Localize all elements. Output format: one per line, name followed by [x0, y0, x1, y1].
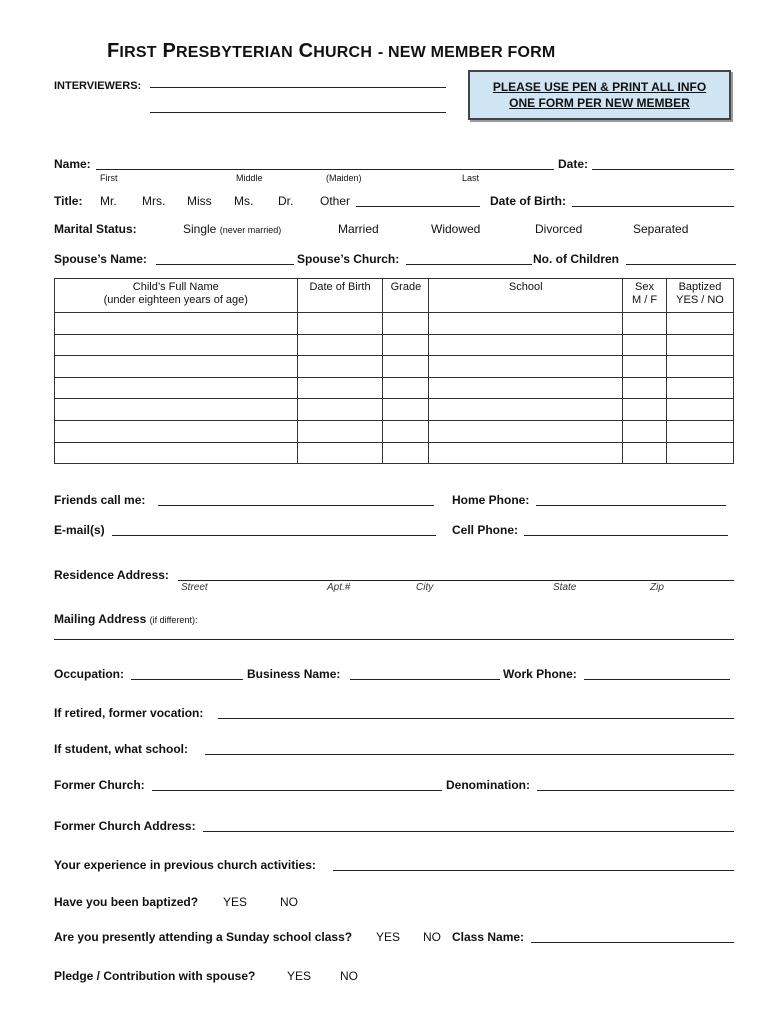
- table-row[interactable]: [55, 334, 734, 356]
- student-school-field[interactable]: [205, 754, 734, 755]
- marital-separated-option[interactable]: Separated: [633, 222, 689, 236]
- maiden-hint: (Maiden): [326, 173, 362, 183]
- table-cell[interactable]: [429, 334, 623, 356]
- apt-hint: Apt.#: [327, 582, 351, 593]
- table-cell[interactable]: [623, 334, 667, 356]
- table-cell[interactable]: [55, 356, 298, 378]
- table-cell[interactable]: [55, 377, 298, 399]
- form-title: FIRST PRESBYTERIAN CHURCH - NEW MEMBER FORM: [107, 40, 556, 62]
- dob-label: Date of Birth:: [490, 194, 566, 208]
- table-cell[interactable]: [383, 313, 429, 335]
- table-cell[interactable]: [297, 377, 383, 399]
- col-baptized-sub: YES / NO: [676, 294, 724, 306]
- children-count-field[interactable]: [626, 264, 736, 265]
- table-cell[interactable]: [667, 334, 734, 356]
- table-row[interactable]: [55, 377, 734, 399]
- student-school-label: If student, what school:: [54, 742, 188, 756]
- spouse-church-field[interactable]: [406, 264, 532, 265]
- work-phone-label: Work Phone:: [503, 667, 577, 681]
- former-church-field[interactable]: [152, 790, 442, 791]
- business-name-label: Business Name:: [247, 667, 341, 681]
- table-cell[interactable]: [667, 377, 734, 399]
- table-cell[interactable]: [297, 399, 383, 421]
- interviewers-field-1[interactable]: [150, 87, 446, 88]
- former-church-label: Former Church:: [54, 778, 145, 792]
- dob-field[interactable]: [572, 206, 734, 207]
- table-cell[interactable]: [55, 399, 298, 421]
- name-field[interactable]: [96, 169, 554, 170]
- interviewers-field-2[interactable]: [150, 112, 446, 113]
- business-name-field[interactable]: [350, 679, 500, 680]
- col-child-name-label: Child’s Full Name: [132, 281, 219, 293]
- sunday-school-yes-option[interactable]: YES: [376, 930, 401, 944]
- residence-address-field[interactable]: [178, 580, 734, 581]
- table-cell[interactable]: [55, 442, 298, 464]
- mailing-address-label-text: Mailing Address: [54, 612, 147, 626]
- col-baptized: [667, 279, 734, 313]
- baptized-yes-option[interactable]: YES: [223, 895, 248, 909]
- table-cell[interactable]: [383, 334, 429, 356]
- table-cell[interactable]: [667, 356, 734, 378]
- church-experience-field[interactable]: [333, 870, 734, 871]
- col-dob: Date of Birth: [297, 279, 383, 313]
- children-table: [54, 278, 734, 464]
- marital-status-label: Marital Status:: [54, 222, 137, 236]
- table-cell[interactable]: [383, 420, 429, 442]
- table-cell[interactable]: [623, 399, 667, 421]
- table-row[interactable]: [55, 399, 734, 421]
- table-row[interactable]: [55, 313, 734, 335]
- table-row[interactable]: [55, 442, 734, 464]
- table-cell[interactable]: [667, 313, 734, 335]
- former-church-address-label: Former Church Address:: [54, 819, 196, 833]
- instruction-notice: PLEASE USE PEN & PRINT ALL INFO ONE FORM PER NEW MEMBER: [468, 70, 731, 120]
- retired-vocation-label: If retired, former vocation:: [54, 706, 204, 720]
- city-hint: City: [416, 582, 434, 593]
- marital-single-label: Single: [183, 222, 217, 236]
- name-label: Name:: [54, 157, 91, 171]
- table-cell[interactable]: [667, 442, 734, 464]
- denomination-field[interactable]: [537, 790, 734, 791]
- marital-single-option[interactable]: [183, 222, 281, 236]
- table-cell[interactable]: [383, 399, 429, 421]
- mailing-address-label: [54, 612, 197, 626]
- home-phone-field[interactable]: [536, 505, 726, 506]
- baptized-no-option[interactable]: NO: [280, 895, 298, 909]
- table-cell[interactable]: [297, 420, 383, 442]
- date-label: Date:: [558, 157, 589, 171]
- table-cell[interactable]: [429, 377, 623, 399]
- residence-address-label: Residence Address:: [54, 568, 169, 582]
- sunday-school-question: Are you presently attending a Sunday school class?: [54, 930, 353, 944]
- children-table-header: [55, 279, 734, 313]
- home-phone-label: Home Phone:: [452, 493, 530, 507]
- table-cell[interactable]: [623, 313, 667, 335]
- street-hint: Street: [181, 582, 208, 593]
- retired-vocation-field[interactable]: [218, 718, 734, 719]
- table-cell[interactable]: [623, 420, 667, 442]
- pledge-yes-option[interactable]: YES: [287, 969, 312, 983]
- friends-call-me-label: Friends call me:: [54, 493, 146, 507]
- zip-hint: Zip: [650, 582, 664, 593]
- denomination-label: Denomination:: [446, 778, 530, 792]
- class-name-label: Class Name:: [452, 930, 525, 944]
- first-hint: First: [100, 173, 118, 183]
- table-cell[interactable]: [383, 377, 429, 399]
- work-phone-field[interactable]: [584, 679, 730, 680]
- middle-hint: Middle: [236, 173, 263, 183]
- state-hint: State: [553, 582, 577, 593]
- table-cell[interactable]: [623, 356, 667, 378]
- table-cell[interactable]: [297, 356, 383, 378]
- interviewers-label: INTERVIEWERS:: [54, 80, 142, 92]
- occupation-field[interactable]: [131, 679, 243, 680]
- title-option-miss[interactable]: Miss: [187, 194, 212, 208]
- title-option-mr[interactable]: Mr.: [100, 194, 117, 208]
- col-baptized-label: Baptized: [678, 281, 722, 293]
- marital-married-option[interactable]: Married: [338, 222, 379, 236]
- pledge-question: Pledge / Contribution with spouse?: [54, 969, 256, 983]
- col-sex-sub: M / F: [632, 294, 658, 306]
- mailing-address-field[interactable]: [54, 639, 734, 640]
- date-field[interactable]: [592, 169, 734, 170]
- occupation-label: Occupation:: [54, 667, 125, 681]
- col-child-name-sub: (under eighteen years of age): [103, 294, 248, 306]
- table-cell[interactable]: [55, 313, 298, 335]
- col-grade: Grade: [383, 279, 429, 313]
- table-cell[interactable]: [383, 442, 429, 464]
- title-option-other[interactable]: Other: [320, 194, 351, 208]
- table-cell[interactable]: [55, 334, 298, 356]
- title-option-ms[interactable]: Ms.: [234, 194, 254, 208]
- title-label: Title:: [54, 194, 83, 208]
- spouse-name-field[interactable]: [156, 264, 294, 265]
- church-experience-label: Your experience in previous church activities:: [54, 858, 316, 872]
- title-other-field[interactable]: [356, 206, 480, 207]
- last-hint: Last: [462, 173, 480, 183]
- table-cell[interactable]: [383, 356, 429, 378]
- table-cell[interactable]: [429, 420, 623, 442]
- sunday-school-no-option[interactable]: NO: [423, 930, 441, 944]
- table-cell[interactable]: [55, 420, 298, 442]
- col-sex: [623, 279, 667, 313]
- table-cell[interactable]: [297, 334, 383, 356]
- table-cell[interactable]: [429, 399, 623, 421]
- table-row[interactable]: [55, 356, 734, 378]
- table-cell[interactable]: [297, 442, 383, 464]
- table-cell[interactable]: [429, 313, 623, 335]
- marital-divorced-option[interactable]: Divorced: [535, 222, 583, 236]
- cell-phone-label: Cell Phone:: [452, 523, 519, 537]
- table-cell[interactable]: [667, 399, 734, 421]
- former-church-address-field[interactable]: [203, 831, 734, 832]
- spouse-church-label: Spouse’s Church:: [297, 252, 400, 266]
- spouse-name-label: Spouse’s Name:: [54, 252, 147, 266]
- table-cell[interactable]: [297, 313, 383, 335]
- email-label: E-mail(s): [54, 523, 105, 537]
- marital-single-note: (never married): [219, 225, 282, 235]
- title-option-dr[interactable]: Dr.: [278, 194, 294, 208]
- cell-phone-field[interactable]: [524, 535, 728, 536]
- pledge-no-option[interactable]: NO: [340, 969, 358, 983]
- table-cell[interactable]: [623, 377, 667, 399]
- children-count-label: No. of Children: [533, 252, 619, 266]
- table-cell[interactable]: [429, 442, 623, 464]
- table-row[interactable]: [55, 420, 734, 442]
- friends-call-me-field[interactable]: [158, 505, 434, 506]
- baptized-question: Have you been baptized?: [54, 895, 199, 909]
- table-cell[interactable]: [429, 356, 623, 378]
- title-option-mrs[interactable]: Mrs.: [142, 194, 166, 208]
- mailing-address-note: (if different):: [149, 615, 198, 625]
- class-name-field[interactable]: [531, 942, 734, 943]
- marital-widowed-option[interactable]: Widowed: [431, 222, 481, 236]
- col-child-name: [55, 279, 298, 313]
- table-cell[interactable]: [623, 442, 667, 464]
- table-cell[interactable]: [667, 420, 734, 442]
- col-school: School: [429, 279, 623, 313]
- col-sex-label: Sex: [635, 281, 655, 293]
- email-field[interactable]: [112, 535, 436, 536]
